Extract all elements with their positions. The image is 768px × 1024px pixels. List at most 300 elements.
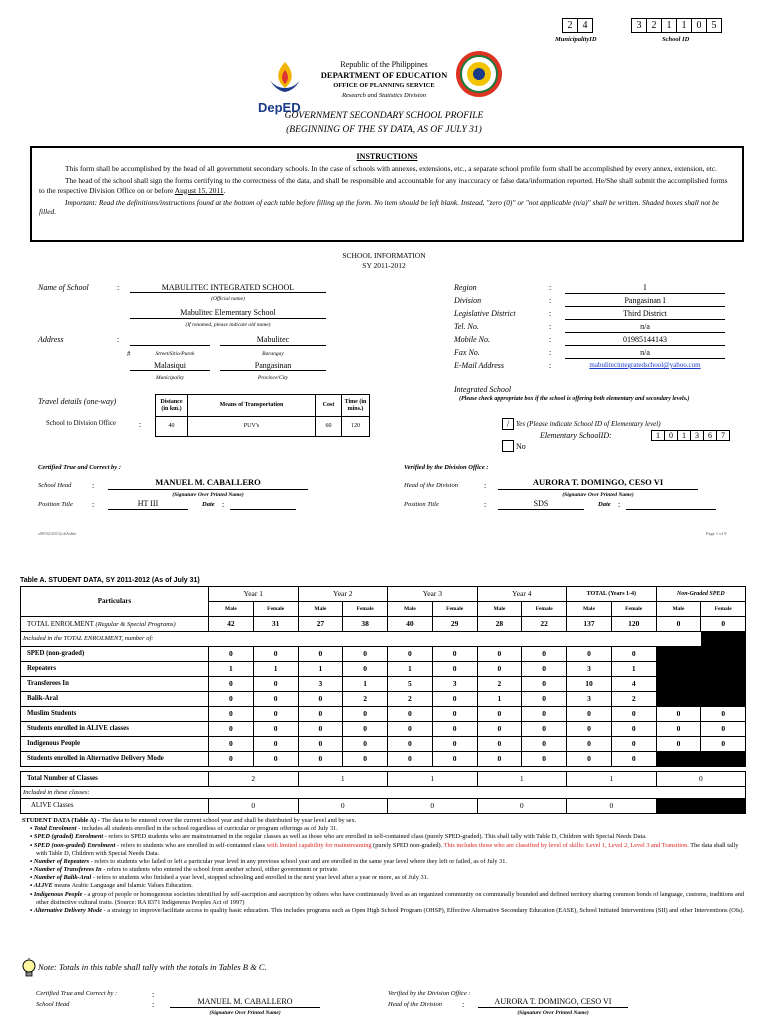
means-header: Means of Transportation (188, 395, 316, 417)
school-to-division-label: School to Division Office (46, 420, 116, 427)
data-cell[interactable]: 0 (522, 752, 567, 767)
date-underline (230, 509, 296, 510)
position-title-field-2[interactable]: SDS (533, 499, 549, 508)
integrated-school-note: (Please check appropriate box if the school is offering both elementary and secondary levels.) (459, 396, 690, 402)
shaded-cell (656, 647, 746, 707)
classes-note: Included in these classes: (21, 787, 746, 799)
total-enrolment-row (21, 617, 746, 632)
data-cell[interactable]: 0 (477, 737, 522, 752)
data-cell[interactable]: 0 (209, 692, 254, 707)
date-label: Date (202, 501, 215, 508)
date-underline-2 (626, 509, 716, 510)
data-cell[interactable]: 0 (522, 737, 567, 752)
data-cell[interactable]: 0 (656, 772, 746, 787)
legislative-district-label: Legislative District (454, 309, 516, 318)
distance-header: Distance (in km.) (156, 395, 188, 417)
instructions-box (30, 146, 744, 242)
header-office: OFFICE OF PLANNING SERVICE (333, 82, 435, 89)
data-cell[interactable]: 1 (343, 677, 388, 692)
definition-item: ▪ Number of Transferees In - refers to students who entered the school from another school, either government or private. (30, 866, 339, 874)
form-title: GOVERNMENT SECONDARY SCHOOL PROFILE (284, 111, 484, 121)
data-cell[interactable]: 10 (567, 677, 612, 692)
data-cell[interactable]: 0 (567, 707, 612, 722)
tally-note: Note: Totals in this table shall tally with the totals in Tables B & C. (38, 962, 267, 972)
data-cell[interactable]: 0 (298, 707, 343, 722)
data-cell[interactable]: 2 (388, 692, 433, 707)
data-cell[interactable]: 1 (298, 772, 388, 787)
division-label: Division (454, 296, 482, 305)
means-cell[interactable]: PUV's (188, 417, 316, 437)
division-underline (565, 306, 725, 307)
data-cell[interactable]: 0 (343, 752, 388, 767)
enrol-cell[interactable]: 0 (701, 617, 746, 632)
municipality-id-digit[interactable]: 4 (577, 18, 593, 33)
data-cell[interactable]: 0 (656, 707, 701, 722)
deped-logo-text: DepED (258, 100, 301, 115)
total-enrolment-label: TOTAL ENROLMENT (Regular & Special Programs) (21, 617, 209, 632)
cost-header: Cost (316, 395, 342, 417)
data-cell[interactable]: 0 (567, 752, 612, 767)
data-cell[interactable]: 1 (298, 662, 343, 677)
enrol-cell[interactable]: 27 (298, 617, 343, 632)
yes-label: Yes (Please indicate School ID of Elementary level) (516, 420, 661, 428)
data-cell[interactable]: 4 (611, 677, 656, 692)
colon: : (618, 500, 621, 509)
definition-item: ▪ Alternative Delivery Mode - a strategy to improve/facilitate access to quality basic education. This includes programs such as Open High School Program (OHSP), Effective Alternative Secondary Education (EASE), School Initiated Interventions (SII) and other Interventions (OIs). (30, 906, 745, 914)
tel-no-label: Tel. No. (454, 322, 479, 331)
colon: : (484, 500, 487, 509)
data-cell[interactable]: 0 (343, 737, 388, 752)
female-header: Female (522, 602, 567, 617)
data-cell[interactable]: 0 (522, 722, 567, 737)
data-cell[interactable]: 0 (209, 677, 254, 692)
data-cell[interactable]: 5 (388, 677, 433, 692)
male-header: Male (567, 602, 612, 617)
data-cell[interactable]: 0 (522, 647, 567, 662)
year-2-header: Year 2 (298, 587, 388, 602)
colon: : (117, 335, 120, 344)
data-cell[interactable]: 3 (298, 677, 343, 692)
particulars-header: Particulars (21, 587, 209, 617)
data-cell[interactable]: 0 (432, 662, 477, 677)
no-label: No (516, 442, 526, 451)
no-checkbox[interactable] (502, 440, 514, 452)
old-school-name-field[interactable]: Mabulitec Elementary School (180, 308, 276, 317)
school-info-title: SCHOOL INFORMATION (342, 251, 426, 260)
female-header: Female (432, 602, 477, 617)
legislative-district-underline (565, 319, 725, 320)
data-cell[interactable]: 0 (209, 737, 254, 752)
data-cell[interactable]: 0 (477, 752, 522, 767)
barangay-underline (220, 345, 326, 346)
data-cell[interactable]: 0 (388, 647, 433, 662)
certified-label-2: Certified True and Correct by : (36, 990, 118, 997)
email-label: E-Mail Address (454, 361, 504, 370)
data-cell[interactable]: 0 (567, 799, 657, 814)
data-cell[interactable]: 0 (432, 647, 477, 662)
row-label: SPED (non-graded) (21, 647, 209, 662)
head-of-division-name-2[interactable]: AURORA T. DOMINGO, CESO VI (494, 997, 612, 1006)
table-row (21, 692, 746, 707)
colon: : (549, 335, 552, 344)
head-of-division-name[interactable]: AURORA T. DOMINGO, CESO VI (532, 477, 664, 487)
male-header: Male (477, 602, 522, 617)
data-cell[interactable]: 0 (388, 799, 478, 814)
data-cell[interactable]: 0 (567, 722, 612, 737)
year-3-header: Year 3 (388, 587, 478, 602)
name-of-school-label: Name of School (38, 283, 89, 292)
barangay-field[interactable]: Mabulitec (256, 335, 290, 344)
data-cell[interactable]: 1 (388, 772, 478, 787)
instructions-paragraph-1: This form shall be accomplished by the head of all government secondary schools. In the case of schools with annexes, extensions, etc., a separate school profile form shall be accomplished by every annex, extension, etc. (65, 164, 717, 174)
data-cell[interactable]: 0 (656, 722, 701, 737)
elementary-id-digit[interactable]: 1 (677, 430, 691, 441)
certified-label: Certified True and Correct by : (38, 464, 121, 471)
colon: : (117, 283, 120, 292)
data-cell[interactable]: 3 (567, 692, 612, 707)
data-cell[interactable]: 0 (343, 662, 388, 677)
data-cell[interactable]: 2 (611, 692, 656, 707)
colon: : (152, 1000, 155, 1009)
enrol-cell[interactable]: 120 (611, 617, 656, 632)
tel-no-underline (565, 332, 725, 333)
school-head-sign-line (108, 489, 308, 490)
elementary-id-digit[interactable]: 7 (716, 430, 730, 441)
student-data-table (20, 586, 746, 814)
data-cell[interactable]: 0 (209, 722, 254, 737)
male-header: Male (388, 602, 433, 617)
data-cell[interactable]: 0 (253, 692, 298, 707)
enrol-cell[interactable]: 40 (388, 617, 433, 632)
colon: : (549, 348, 552, 357)
enrol-cell[interactable]: 38 (343, 617, 388, 632)
colon: : (549, 309, 552, 318)
data-cell[interactable]: 0 (343, 722, 388, 737)
school-id-digit[interactable]: 1 (676, 18, 692, 33)
data-cell[interactable]: 0 (298, 692, 343, 707)
region-field[interactable]: I (643, 283, 647, 292)
municipality-id-boxes (563, 18, 593, 33)
school-id-digit[interactable]: 1 (661, 18, 677, 33)
male-header: Male (656, 602, 701, 617)
school-id-digit[interactable]: 2 (646, 18, 662, 33)
enrol-cell[interactable]: 137 (567, 617, 612, 632)
mobile-no-label: Mobile No. (454, 335, 490, 344)
old-name-caption: (If renamed, please indicate old name) (185, 322, 271, 328)
definitions-heading: STUDENT DATA (Table A) - The data to be entered cover the current school year and shall be distributed by year level and by sex. (22, 817, 357, 824)
old-name-underline (130, 318, 326, 319)
municipality-id-label: MunicipalityID (555, 36, 597, 43)
data-cell[interactable]: 0 (432, 692, 477, 707)
enrol-cell[interactable]: 31 (253, 617, 298, 632)
street-underline (130, 345, 210, 346)
data-cell[interactable]: 0 (209, 752, 254, 767)
municipality-id-digit[interactable]: 2 (562, 18, 578, 33)
enrol-cell[interactable]: 29 (432, 617, 477, 632)
data-cell[interactable]: 2 (343, 692, 388, 707)
definition-item: ▪ SPED (graded) Enrolment - refers to SPED students who are mainstreamed in the regular classes as well as those who are enrolled in self-contained class (purely SPED-graded). This shall tally with Table D, Children with Special Needs Data. (30, 833, 647, 841)
school-name-underline (130, 292, 326, 293)
female-header: Female (343, 602, 388, 617)
table-a-title: Table A. STUDENT DATA, SY 2011-2012 (As of July 31) (20, 577, 200, 584)
province-caption: Province/City (257, 375, 289, 381)
data-cell[interactable]: 0 (298, 752, 343, 767)
non-graded-sped-header: Non-Graded SPED (656, 587, 746, 602)
data-cell[interactable]: 1 (209, 662, 254, 677)
row-label: Transferees In (21, 677, 209, 692)
province-underline (220, 370, 326, 371)
elementary-id-digit[interactable]: 3 (690, 430, 704, 441)
row-label: Repeaters (21, 662, 209, 677)
data-cell[interactable]: 0 (343, 707, 388, 722)
included-note: Included in the TOTAL ENROLMENT, number of: (21, 632, 701, 647)
lightbulb-icon (20, 958, 38, 978)
definition-item: ▪ Number of Repeaters - refers to students who failed or left a particular year level in any previous school year and are enrolled in the same year level where they left or failed, as of July 31. (30, 857, 507, 865)
data-cell[interactable]: 0 (701, 707, 746, 722)
data-cell[interactable]: 1 (567, 772, 657, 787)
header-division: Research and Statistics Division (341, 92, 427, 99)
colon: : (139, 420, 142, 429)
position-title-label: Position Title (38, 501, 73, 508)
data-cell[interactable]: 2 (477, 677, 522, 692)
header-department: DEPARTMENT OF EDUCATION (320, 70, 448, 80)
hash-mark: # (127, 350, 131, 358)
year-1-header: Year 1 (209, 587, 299, 602)
elementary-id-digit[interactable]: 1 (651, 430, 665, 441)
region-underline (565, 293, 725, 294)
signature-caption-2: (Signature Over Printed Name) (209, 1010, 281, 1016)
time-header: Time (in mins.) (342, 395, 370, 417)
enrol-cell[interactable]: 28 (477, 617, 522, 632)
data-cell[interactable]: 0 (701, 737, 746, 752)
position-title-field[interactable]: HT III (137, 499, 159, 508)
data-cell[interactable]: 0 (611, 722, 656, 737)
data-cell[interactable]: 0 (209, 707, 254, 722)
data-cell[interactable]: 0 (253, 647, 298, 662)
elementary-id-boxes (652, 430, 730, 441)
data-cell[interactable]: 0 (611, 752, 656, 767)
page-number: Page 1 of 9 (706, 531, 727, 536)
definition-item: ▪ SPED (non-graded) Enrolment - refers to students who are enrolled in self-contained class with limited capability for mainstreaming (purely SPED non-graded). This includes those who are classified by level of skills: Level 1, Level 2, Level 3 and Transition. The data shall tally with Table D, Children with Special Needs Data. (30, 841, 739, 857)
data-cell[interactable]: 0 (522, 662, 567, 677)
table-row (21, 677, 746, 692)
school-id-digit[interactable]: 3 (631, 18, 647, 33)
table-row (21, 737, 746, 752)
male-header: Male (209, 602, 254, 617)
data-cell[interactable]: 1 (611, 662, 656, 677)
fax-no-underline (565, 358, 725, 359)
address-label: Address (38, 335, 64, 344)
data-cell[interactable]: 0 (253, 737, 298, 752)
data-cell[interactable]: 0 (701, 722, 746, 737)
data-cell[interactable]: 0 (522, 707, 567, 722)
enrol-cell[interactable]: 22 (522, 617, 567, 632)
colon: : (549, 296, 552, 305)
data-cell[interactable]: 0 (298, 647, 343, 662)
position-title-underline (108, 509, 188, 510)
elementary-id-digit[interactable]: 6 (703, 430, 717, 441)
data-cell[interactable]: 0 (298, 722, 343, 737)
official-name-caption: (Official name) (211, 296, 245, 302)
data-cell[interactable]: 0 (253, 707, 298, 722)
data-cell[interactable]: 0 (253, 677, 298, 692)
head-of-division-label-2: Head of the Division (388, 1001, 442, 1008)
data-cell[interactable]: 0 (209, 647, 254, 662)
school-name-field[interactable]: MABULITEC INTEGRATED SCHOOL (161, 283, 295, 292)
female-header: Female (611, 602, 656, 617)
tel-no-field[interactable]: n/a (640, 322, 650, 331)
travel-details-label: Travel details (one-way) (38, 397, 117, 406)
definition-item: ▪ Number of Balik-Aral - refers to students who finished a year level, stopped schooling and enrolled in the next year level after a year or more, as of July 31. (30, 874, 429, 882)
data-cell[interactable]: 0 (522, 692, 567, 707)
definition-item: ▪ ALIVE means Arabic Language and Islamic Values Education. (30, 882, 193, 890)
data-cell[interactable]: 0 (611, 707, 656, 722)
row-label: ALIVE Classes (21, 799, 209, 814)
table-row (21, 662, 746, 677)
male-header: Male (298, 602, 343, 617)
school-id-label: School ID (662, 36, 690, 43)
head-of-division-sign-line-2 (478, 1007, 628, 1008)
data-cell[interactable]: 0 (567, 737, 612, 752)
form-subtitle: (BEGINNING OF THE SY DATA, AS OF JULY 31) (286, 125, 482, 135)
row-label: Balik-Aral (21, 692, 209, 707)
head-of-division-label: Head of the Division (404, 482, 458, 489)
municipality-underline (130, 370, 210, 371)
colon: : (152, 990, 155, 999)
province-field[interactable]: Pangasinan (254, 361, 292, 370)
school-head-name[interactable]: MANUEL M. CABALLERO (155, 477, 261, 487)
data-cell[interactable]: 0 (253, 752, 298, 767)
verified-label-2: Verified by the Division Office : (388, 990, 471, 997)
data-cell[interactable]: 3 (567, 662, 612, 677)
school-head-name-2[interactable]: MANUEL M. CABALLERO (197, 997, 293, 1006)
colon: : (92, 481, 95, 490)
total-classes-row (21, 772, 746, 787)
definition-item: ▪ Total Enrolment - includes all students enrolled in the school regardless of curricular or program offerings as of July 31. (30, 825, 338, 833)
yes-checkbox[interactable]: / (502, 418, 514, 430)
data-cell[interactable]: 0 (432, 752, 477, 767)
street-caption: Street/Sitio/Purok (155, 351, 195, 357)
data-cell[interactable]: 0 (432, 737, 477, 752)
data-cell[interactable]: 0 (477, 662, 522, 677)
data-cell[interactable]: 1 (477, 692, 522, 707)
colon: : (484, 481, 487, 490)
row-label: Total Number of Classes (21, 772, 209, 787)
cost-cell[interactable]: 60 (316, 417, 342, 437)
row-label: Students enrolled in Alternative Delivery Mode (21, 752, 209, 767)
shaded-cell (656, 799, 746, 814)
fax-no-label: Fax No. (454, 348, 480, 357)
footer-left-code: s09/02/2011(chAshle (38, 531, 77, 536)
data-cell[interactable]: 0 (567, 647, 612, 662)
table-row (21, 707, 746, 722)
female-header: Female (253, 602, 298, 617)
date-label: Date (598, 501, 611, 508)
school-head-sign-line-2 (170, 1007, 320, 1008)
municipality-caption: Municipality (155, 375, 185, 381)
division-field[interactable]: Pangasinan I (624, 296, 666, 305)
definitions-block (22, 817, 746, 915)
shaded-cell (701, 632, 746, 647)
data-cell[interactable]: 0 (209, 799, 299, 814)
colon: : (549, 361, 552, 370)
position-title-label: Position Title (404, 501, 439, 508)
signature-caption: (Signature Over Printed Name) (562, 492, 634, 498)
region-label: Region (454, 283, 477, 292)
colon: : (92, 500, 95, 509)
signature-caption-3: (Signature Over Printed Name) (517, 1010, 589, 1016)
data-cell[interactable]: 0 (656, 737, 701, 752)
fax-no-field[interactable]: n/a (640, 348, 650, 357)
data-cell[interactable]: 0 (388, 737, 433, 752)
data-cell[interactable]: 1 (253, 662, 298, 677)
head-of-division-sign-line (498, 489, 698, 490)
total-header: TOTAL (Years 1-4) (567, 587, 657, 602)
school-head-label-2: School Head (36, 1001, 70, 1008)
data-cell[interactable]: 0 (388, 722, 433, 737)
data-cell[interactable]: 0 (432, 707, 477, 722)
distance-cell[interactable]: 40 (156, 417, 188, 437)
row-label: Muslim Students (21, 707, 209, 722)
instructions-heading: INSTRUCTIONS (356, 152, 418, 161)
data-cell[interactable]: 0 (388, 707, 433, 722)
data-cell[interactable]: 0 (522, 677, 567, 692)
data-cell[interactable]: 0 (432, 722, 477, 737)
data-cell[interactable]: 0 (388, 752, 433, 767)
enrol-cell[interactable]: 42 (209, 617, 254, 632)
data-cell[interactable]: 0 (343, 647, 388, 662)
row-label: Students enrolled in ALIVE classes (21, 722, 209, 737)
data-cell[interactable]: 1 (388, 662, 433, 677)
row-label: Indigenous People (21, 737, 209, 752)
colon: : (222, 500, 225, 509)
table-row (21, 722, 746, 737)
municipality-field[interactable]: Malasiqui (154, 361, 186, 370)
time-cell[interactable]: 120 (342, 417, 370, 437)
barangay-caption: Barangay (262, 351, 284, 357)
school-id-digit[interactable]: 5 (706, 18, 722, 33)
legislative-district-field[interactable]: Third District (623, 309, 667, 318)
data-cell[interactable]: 2 (209, 772, 299, 787)
verified-label: Verified by the Division Office : (404, 464, 489, 471)
data-cell[interactable]: 0 (298, 799, 388, 814)
data-cell[interactable]: 0 (477, 799, 567, 814)
data-cell[interactable]: 0 (477, 722, 522, 737)
data-cell[interactable]: 0 (477, 647, 522, 662)
shaded-cell (656, 752, 746, 767)
alive-classes-row (21, 799, 746, 814)
school-id-digit[interactable]: 0 (691, 18, 707, 33)
email-link[interactable]: mabulitecintegratedschool@yahoo.com (589, 361, 701, 369)
data-cell[interactable]: 0 (611, 737, 656, 752)
data-cell[interactable]: 0 (611, 647, 656, 662)
colon: : (549, 322, 552, 331)
data-cell[interactable]: 0 (477, 707, 522, 722)
data-cell[interactable]: 0 (253, 722, 298, 737)
mobile-no-underline (565, 345, 725, 346)
integrated-school-label: Integrated School (454, 385, 512, 394)
mobile-no-field[interactable]: 01985144143 (623, 335, 667, 344)
signature-caption: (Signature Over Printed Name) (172, 492, 244, 498)
instructions-paragraph-3: Important: Read the definitions/instructions found at the bottom of each table before filling up the form. No item should be left blank. Instead, "zero (0)" or "not applicable (n/a)" shall be written. Shaded boxes shall not be filled. (39, 197, 719, 217)
elementary-id-digit[interactable]: 0 (664, 430, 678, 441)
data-cell[interactable]: 3 (432, 677, 477, 692)
colon: : (549, 283, 552, 292)
data-cell[interactable]: 0 (298, 737, 343, 752)
enrol-cell[interactable]: 0 (656, 617, 701, 632)
data-cell[interactable]: 1 (477, 772, 567, 787)
elementary-school-id-label: Elementary SchoolID: (540, 431, 612, 440)
